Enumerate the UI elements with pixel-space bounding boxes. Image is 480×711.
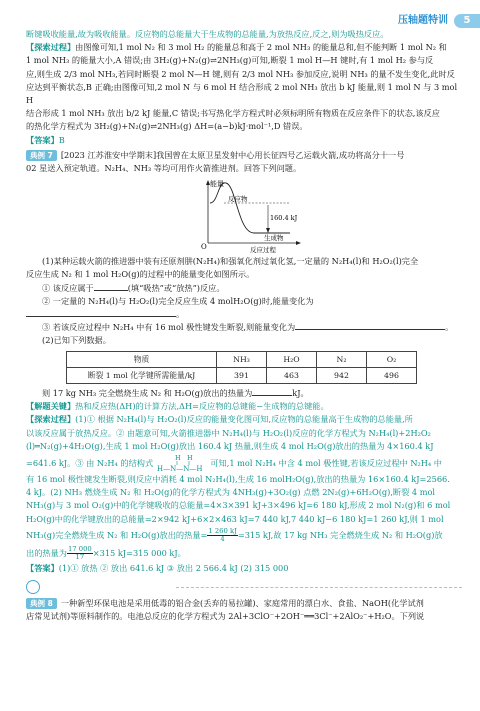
- text-line: 结合形成 1 mol NH₃ 放出 b/2 kJ 能量,C 错误;书写热化学方程式时必须标明所有物质在反应条件下的状态,该反应: [26, 108, 440, 119]
- table-header-cell: 物质: [67, 351, 217, 367]
- energy-change-label: 160.4 kJ: [270, 214, 298, 223]
- hydrazine-structure-svg: [156, 454, 208, 474]
- fraction: $\frac{17 000}{17}$: [67, 545, 92, 562]
- example-badge: 典例 8: [26, 598, 57, 609]
- answer-tag: 【答案】: [26, 134, 59, 145]
- table-cell: 391: [217, 367, 267, 383]
- text-line: 应达到平衡状态,B 正确;由图像可知,2 mol N 与 6 mol H 结合形成 2 mol NH₃ 放出 b kJ 能量,则 1 mol N 与 3 mol H: [26, 81, 458, 106]
- answer-blank[interactable]: [94, 282, 128, 291]
- table-header-cell: NH₃: [217, 351, 267, 367]
- page-content: [26, 28, 462, 624]
- question-line: ③ 若该反应过程中 N₂H₄ 中有 16 mol 极性键发生断裂,则能量变化为 。: [42, 322, 454, 333]
- answer-blank[interactable]: [295, 321, 445, 330]
- section-title: [26, 580, 40, 594]
- example-8-intro: 典例 8 一种新型环保电池是采用低毒的铝合金(丢弃的易拉罐)、家庭常用的漂白水、食盐、NaOH(化学试剂: [26, 597, 462, 610]
- section-tag: 【探索过程】: [26, 414, 76, 425]
- energy-arrow-head: [266, 228, 270, 233]
- text-line: 1 mol NH₃ 的能量大小,A 错误;由 3H₂(g)+N₂(g)⇌2NH₃(g)可知,断裂 1 mol H—H 键时,有 1 mol H₂ 参与反: [26, 55, 434, 66]
- x-label: 反应过程: [250, 246, 276, 254]
- table-header-row: [67, 351, 417, 367]
- question-line: 则 17 kg NH₃ 完全燃烧生成 N₂ 和 H₂O(g)放出的热量为 kJ。: [42, 388, 309, 399]
- answer-blank[interactable]: [252, 387, 292, 396]
- text-line: NH₃(g)完全燃烧生成 N₂ 和 H₂O(g)放出的热量= $\frac{1 260 kJ}{4}$ =315 kJ,故 17 kg NH₃ 完全燃烧生成 N₂ 和 H₂O(g)放: [26, 527, 443, 544]
- header-title: 压轴题特训: [398, 15, 448, 27]
- table-row: [67, 367, 417, 383]
- example-7-intro: 典例 7 [2023 江苏淮安中学期末]我国曾在太原卫星发射中心用长征四号乙运载火箭,成功将高分十一号: [26, 149, 462, 162]
- bond-energy-table: [66, 351, 417, 384]
- text-line: 出的热量为 $\frac{17 000}{17}$ ×315 kJ=315 000 kJ。: [26, 545, 186, 562]
- structure-formula: H—N—N—H: [156, 465, 203, 474]
- text-line: 以该反应属于放热反应。② 由题意可知,火箭推进器中 N₂H₄(l)与 H₂O₂(l)反应的化学方程式为 N₂H₄(l)+2H₂O₂: [26, 427, 431, 438]
- hydrazine-structure: [156, 454, 208, 474]
- text-line: 4 kJ。(2) NH₃ 燃烧生成 N₂ 和 H₂O(g)的化学方程式为 4NH₃(g)+3O₂(g) 点燃 2N₂(g)+6H₂O(g),断裂 4 mol: [26, 487, 436, 498]
- page-number: 5: [454, 14, 480, 28]
- text-line: 反应生成 N₂ 和 1 mol H₂O(g)的过程中的能量变化如图所示。: [26, 269, 255, 280]
- section-tag: 【探索过程】: [26, 42, 76, 53]
- origin-label: O: [201, 243, 207, 252]
- table-header-cell: H₂O: [267, 351, 317, 367]
- page-header: [398, 14, 480, 28]
- text-line: 的热化学方程式为 3H₂(g)+N₂(g)⇌2NH₃(g) ΔH=(a−b)kJ·mol⁻¹,D 错误。: [26, 121, 308, 132]
- table-cell: 463: [267, 367, 317, 383]
- y-label: 能量: [210, 180, 224, 189]
- text-line: 【探索过程】(1)① 根据 N₂H₄(l)与 H₂O₂(l)反应的能量变化图可知,反应物的总能量高于生成物的总能量,所: [26, 414, 413, 425]
- reactants-label: 反应物: [228, 195, 248, 204]
- energy-diagram: [194, 177, 304, 253]
- text-line: (2)已知下列数据。: [42, 335, 111, 346]
- text-line: 有 16 mol 极性键发生断裂,则反应中消耗 4 mol N₂H₄(l),生成 16 molH₂O(g),放出的热量为 16×160.4 kJ=2566.: [26, 474, 450, 485]
- text-line: 店常见试剂)等原料制作的。电池总反应的化学方程式为 2Al+3ClO⁻+2OH⁻══3Cl⁻+2AlO₂⁻+H₂O。下列说: [26, 611, 425, 622]
- text-line: =641.6 kJ。③ 由 N₂H₄ 的结构式 H H H—N—N—H 可知,1 mol N₂H₄ 中含 4 mol 极性键,若该反应过程中 N₂H₄ 中: [26, 454, 442, 474]
- table-header-cell: O₂: [367, 351, 417, 367]
- example-badge: 典例 7: [26, 150, 57, 161]
- svg-text:H: H: [174, 454, 181, 463]
- question-line: ① 该反应属于 (填“吸热”或“放热”)反应。: [42, 282, 225, 293]
- text-line: 断键吸收能量,故为吸收能量。反应物的总能量大于生成物的总能量,为放热反应,反之,则为吸热反应。: [26, 29, 389, 39]
- x-axis-arrow: [296, 241, 301, 245]
- table-header-cell: N₂: [317, 351, 367, 367]
- text-line: 【探索过程】由图像可知,1 mol N₂ 和 3 mol H₂ 的能量总和高于 2 mol NH₃ 的能量总和,但不能判断 1 mol N₂ 和: [26, 42, 447, 53]
- text-line: 【解题关键】热和反应热(ΔH)的计算方法,ΔH=反应物的总键能−生成物的总键能。: [26, 401, 329, 412]
- section-line: [176, 587, 462, 588]
- text-line: NH₃(g)与 3 mol O₂(g)中的化学键吸收的总能量=4×3×391 kJ+3×496 kJ=6 180 kJ,形成 2 mol N₂(g)和 6 mol: [26, 500, 451, 511]
- svg-text:H: H: [186, 454, 193, 463]
- text-line: (l)═N₂(g)+4H₂O(g),生成 1 mol H₂O(g)放出 160.4 kJ 热量,则生成 4 mol H₂O(g)放出的热量为 4×160.4 kJ: [26, 440, 434, 451]
- energy-diagram-svg: [194, 177, 304, 253]
- text-line: 02 星送入预定轨道。N₂H₄、NH₃ 等均可用作火箭推进剂。回答下列问题。: [26, 163, 302, 174]
- text-line: 应,则生成 2/3 mol NH₃,若同时断裂 2 mol N—H 键,则有 2/3 mol NH₃ 参加反应,说明 NH₃ 的量不发生变化,此时反: [26, 68, 455, 79]
- table-cell: 942: [317, 367, 367, 383]
- answer-tag: 【答案】: [26, 562, 59, 573]
- text-line: H₂O(g)中的化学键放出的总能量=2×942 kJ+6×2×463 kJ=7 440 kJ,7 440 kJ−6 180 kJ=1 260 kJ,则 1 mol: [26, 513, 444, 524]
- table-cell: 496: [367, 367, 417, 383]
- energy-curve: [210, 183, 290, 233]
- answer-blank[interactable]: [26, 308, 176, 317]
- section-divider: [26, 580, 462, 594]
- table-row-label: 断裂 1 mol 化学键所需能量/kJ: [67, 367, 217, 383]
- answer-line: 【答案】B: [26, 134, 65, 145]
- fraction: $\frac{1 260 kJ}{4}$: [208, 527, 237, 544]
- text-line: (1)某种运载火箭的推进器中装有还原剂肼(N₂H₄)和强氧化剂过氧化氢,一定量的 N₂H₄(l)和 H₂O₂(l)完全: [42, 256, 419, 267]
- section-tag: 【解题关键】: [26, 401, 76, 412]
- products-label: 生成物: [264, 234, 284, 243]
- question-line: ② 一定量的 N₂H₄(l)与 H₂O₂(l)完全反应生成 4 molH₂O(g)时,能量变化为。: [26, 295, 462, 321]
- answer-line: 【答案】(1)① 放热 ② 放出 641.6 kJ ③ 放出 2 566.4 kJ (2) 315 000: [26, 562, 289, 573]
